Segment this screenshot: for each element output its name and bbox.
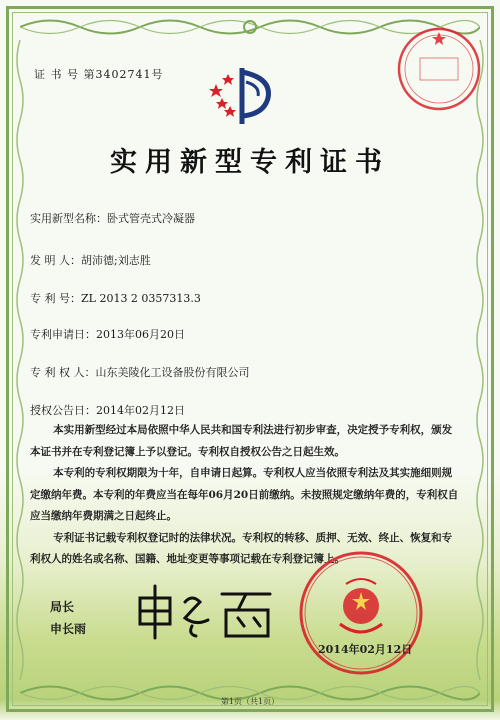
utility-model-name-label: 实用新型名称： — [30, 212, 107, 225]
inventor-row — [30, 252, 151, 268]
body-paragraph: 本实用新型经过本局依照中华人民共和国专利法进行初步审查，决定授予专利权，颁发本证书并在专利登记簿上予以登记。专利权自授权公告之日起生效。 — [30, 424, 453, 458]
inventor-value: 胡沛德;刘志胜 — [81, 254, 151, 267]
utility-model-name-value: 卧式管壳式冷凝器 — [107, 212, 195, 225]
filing-date-row — [30, 326, 185, 342]
grant-date-value: 2014年02月12日 — [96, 404, 185, 417]
director-title-label: 局长 — [50, 600, 75, 614]
patentee-label: 专 利 权 人： — [30, 366, 96, 379]
certificate-number: 证 书 号 第3402741号 — [34, 68, 164, 81]
patentee-row — [30, 364, 250, 380]
page-number: 第1页（共1页） — [220, 697, 280, 706]
grant-date-row — [30, 402, 185, 418]
director-block — [50, 596, 86, 640]
filing-date-value: 2013年06月20日 — [96, 328, 185, 341]
patent-office-logo — [206, 62, 278, 126]
seal-date: 2014年02月12日 — [318, 643, 413, 656]
director-signature — [130, 580, 280, 642]
patent-number-row — [30, 290, 201, 306]
director-name-label: 申长雨 — [50, 622, 87, 636]
body-paragraph: 本专利的专利权期限为十年，自申请日起算。专利权人应当依照专利法及其实施细则规定缴纳年费。本专利的年费应当在每年06月20日前缴纳。未按照规定缴纳年费的，专利权自应当缴纳年费期满之日起终止。 — [30, 467, 459, 522]
patent-number-value: ZL 2013 2 0357313.3 — [81, 292, 201, 305]
body-paragraph: 专利证书记载专利权登记时的法律状况。专利权的转移、质押、无效、终止、恢复和专利权人的姓名或名称、国籍、地址变更等事项记载在专利登记簿上。 — [30, 531, 453, 565]
grant-date-label: 授权公告日： — [30, 404, 96, 417]
agency-seal — [396, 26, 482, 112]
inventor-label: 发 明 人： — [30, 254, 81, 267]
filing-date-label: 专利申请日： — [30, 328, 96, 341]
patent-number-label: 专 利 号： — [30, 292, 81, 305]
patentee-value: 山东美陵化工设备股份有限公司 — [95, 366, 250, 379]
certificate-title: 实用新型专利证书 — [110, 147, 390, 178]
utility-model-name-row — [30, 210, 195, 226]
right-ornament — [474, 40, 486, 680]
left-ornament — [14, 40, 26, 680]
national-ip-office-seal — [296, 548, 426, 678]
